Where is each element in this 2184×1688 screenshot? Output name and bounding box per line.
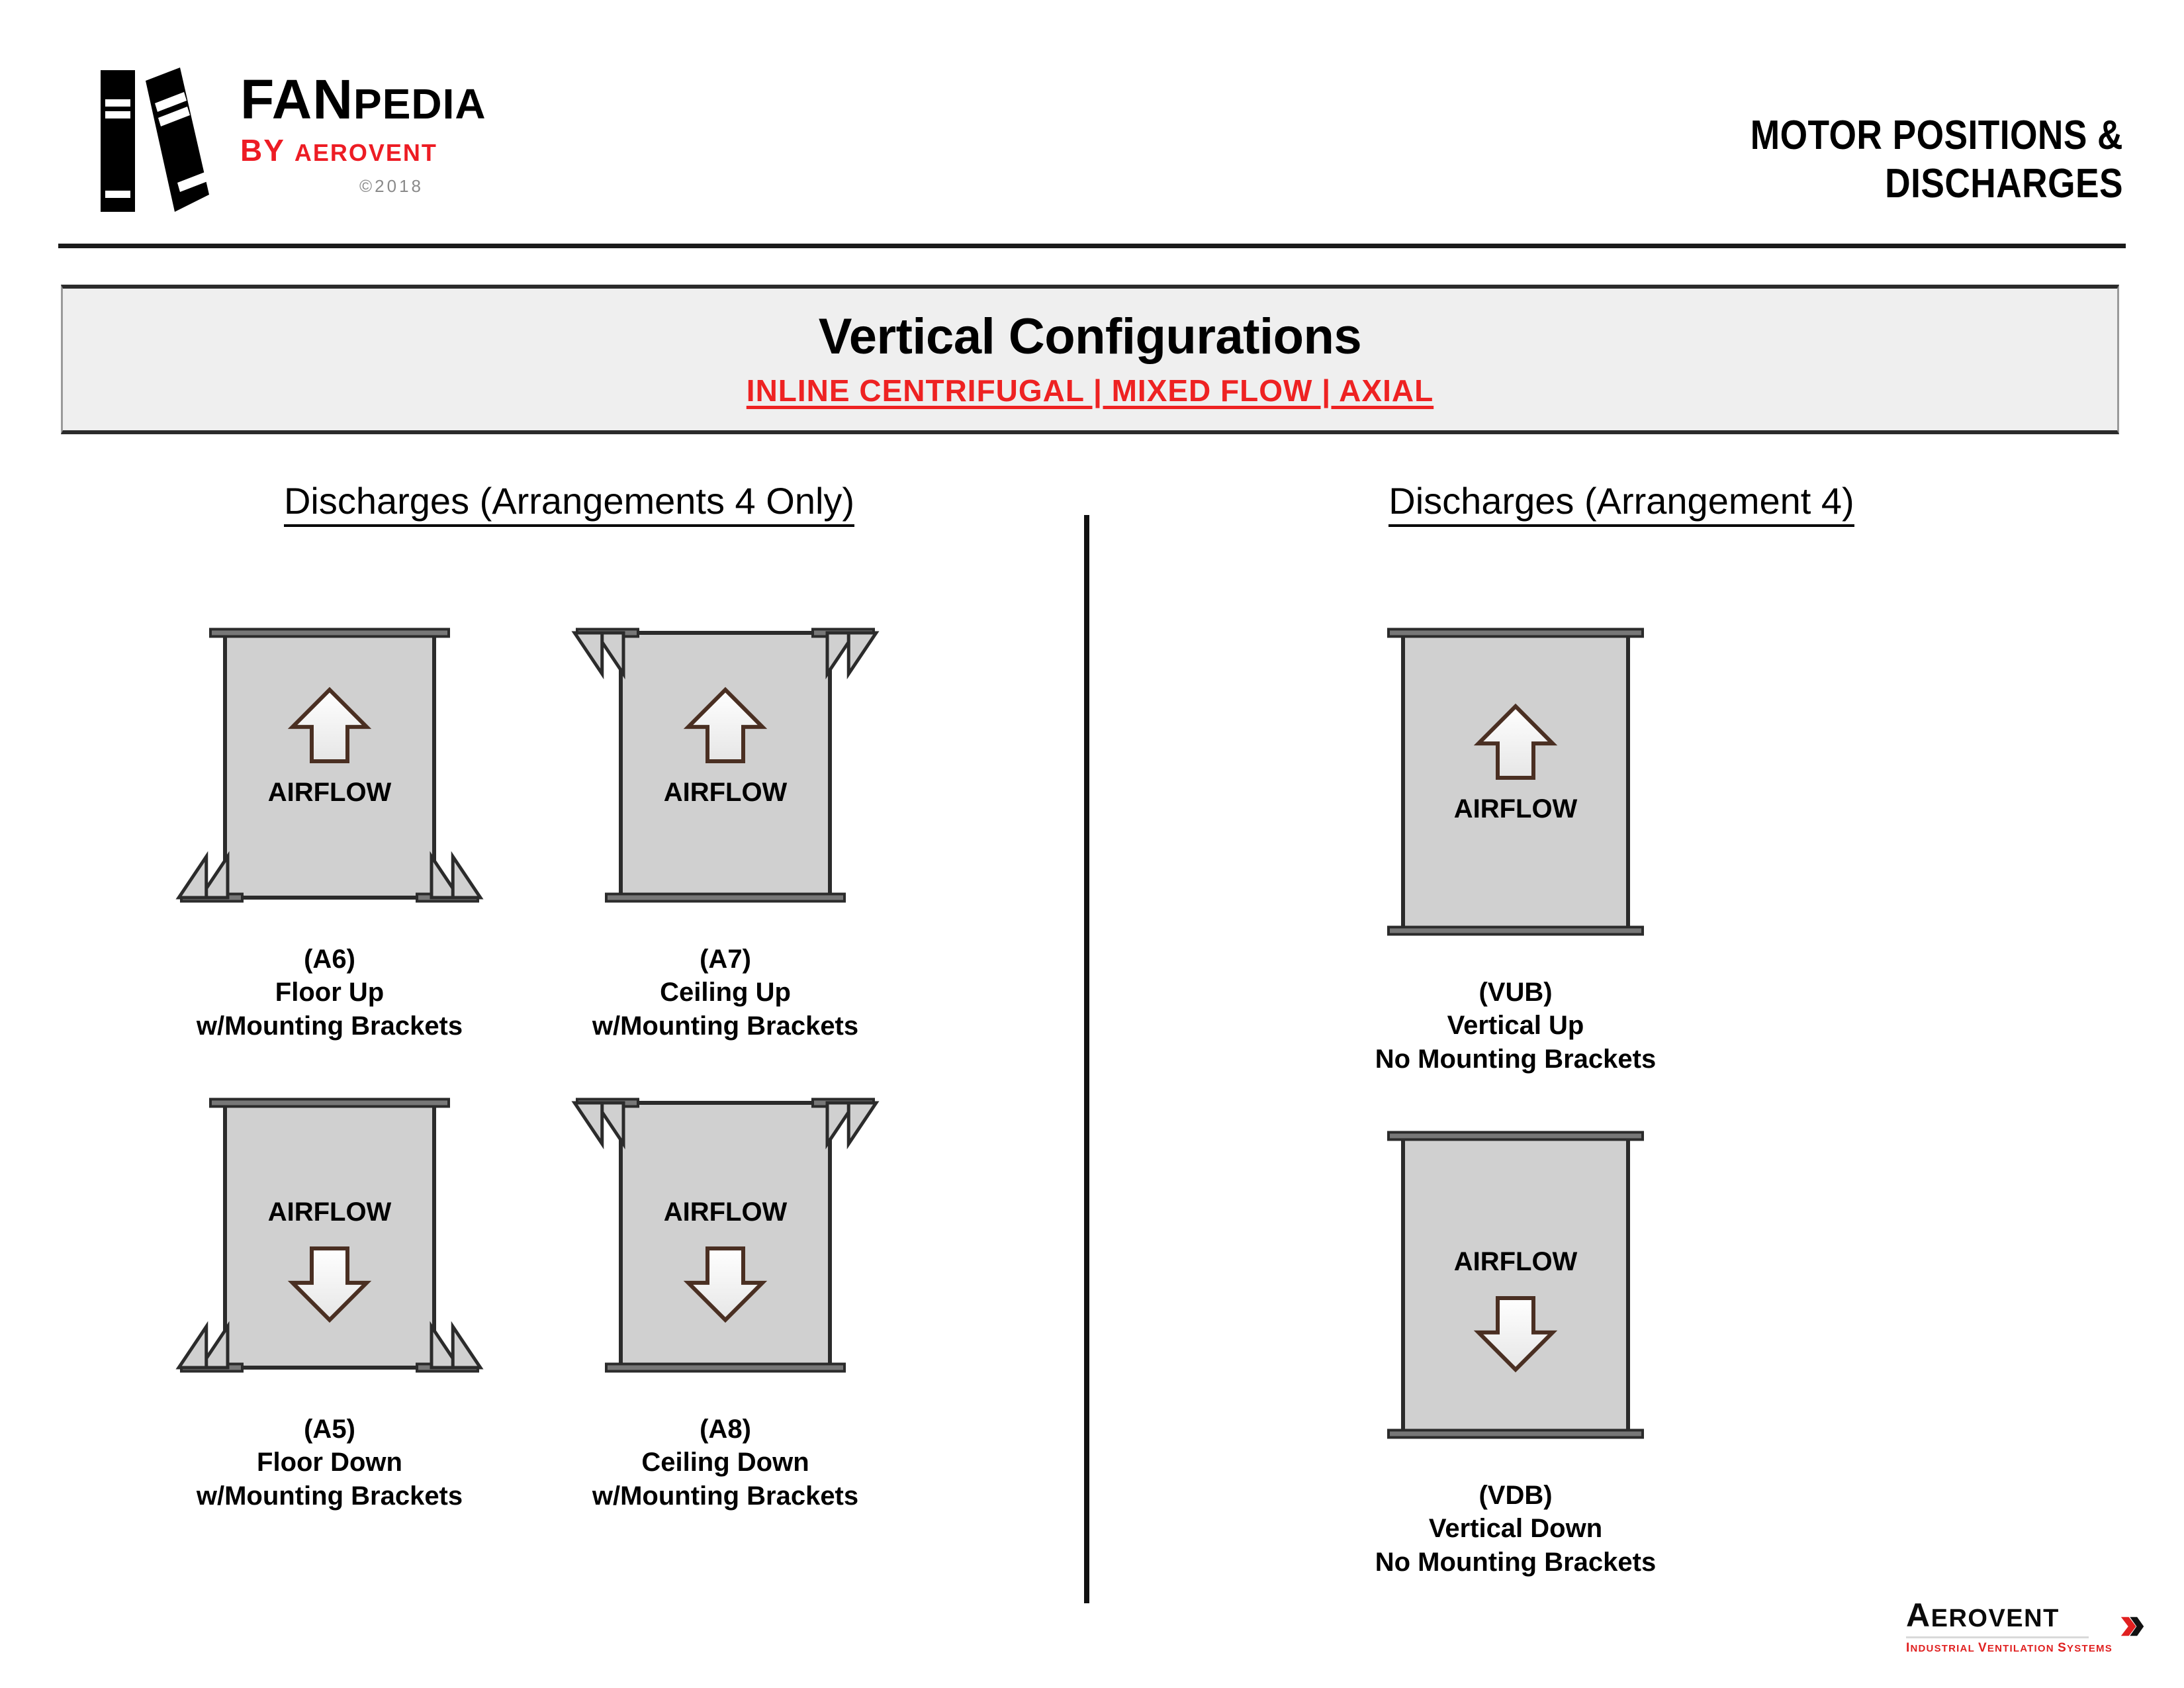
code-label-a5: (A5) [304,1415,355,1444]
bottom-flange-vub [1388,927,1643,935]
brand-name: FANPEDIA [240,68,486,130]
housing-body-a6 [225,633,434,898]
name-label-a5: Floor Down [257,1448,402,1477]
housing-body-vdb [1403,1136,1628,1434]
aerovent-name: AEROVENT [1906,1597,2060,1634]
code-label-vdb: (VDB) [1479,1481,1553,1510]
diagram-a5 [165,1086,494,1513]
code-label-a7: (A7) [700,945,751,974]
name-label-vdb: Vertical Down [1428,1514,1603,1544]
caption-a8 [561,1413,889,1513]
mounting-bracket-right-2-a5 [453,1327,480,1368]
column-divider [1084,515,1089,1603]
code-label-a8: (A8) [700,1415,751,1444]
caption-a6 [165,943,494,1043]
diagram-vdb [1343,1119,1688,1579]
page-title-line1: MOTOR POSITIONS & [1750,113,2123,158]
airflow-label-a8: AIRFLOW [663,1197,788,1227]
top-flange-a6 [210,630,449,637]
mounting-bracket-left-2-a8 [574,1103,602,1144]
fanpedia-wordmark [240,68,704,197]
banner-title: Vertical Configurations [818,308,1362,365]
housing-drawing-a6 [165,616,494,920]
aerovent-rule [1906,1636,2089,1638]
housing-drawing-a7 [561,616,889,920]
brackets-label-a5: w/Mounting Brackets [196,1481,463,1511]
banner-subtitle: INLINE CENTRIFUGAL | MIXED FLOW | AXIAL [746,373,1434,408]
mounting-bracket-left-2-a6 [179,857,206,898]
left-section-heading: Discharges (Arrangements 4 Only) [93,479,1046,522]
housing-body-a7 [621,633,830,898]
page-header [0,0,2184,246]
bottom-flange-vdb [1388,1430,1643,1438]
top-flange-vdb [1388,1133,1643,1140]
books-icon [98,65,224,217]
brackets-label-vub: No Mounting Brackets [1375,1044,1657,1074]
diagram-a7 [561,616,889,1043]
airflow-label-a5: AIRFLOW [267,1197,392,1227]
caption-vub [1343,976,1688,1076]
aerovent-footer-logo [1906,1599,2144,1654]
name-label-vub: Vertical Up [1447,1011,1584,1041]
brand-byline: BY AEROVENT [240,133,437,167]
right-section-heading: Discharges (Arrangement 4) [1125,479,2118,522]
housing-drawing-vdb [1343,1119,1688,1456]
bottom-flange-a8 [606,1364,844,1372]
diagram-a6 [165,616,494,1043]
housing-body-a5 [225,1103,434,1368]
brackets-label-a7: w/Mounting Brackets [592,1011,859,1041]
housing-body-a8 [621,1103,830,1368]
brackets-label-vdb: No Mounting Brackets [1375,1547,1657,1577]
mounting-bracket-left-2-a5 [179,1327,206,1368]
mounting-bracket-right-2-a8 [848,1103,876,1144]
page-title [1269,111,2123,208]
housing-drawing-a8 [561,1086,889,1390]
caption-a5 [165,1413,494,1513]
airflow-label-a7: AIRFLOW [663,778,788,807]
double-chevron-icon [2120,1601,2144,1652]
name-label-a6: Floor Up [275,978,385,1008]
top-flange-a5 [210,1100,449,1107]
airflow-label-vdb: AIRFLOW [1453,1247,1578,1276]
housing-body-vub [1403,633,1628,931]
aerovent-tagline: INDUSTRIAL VENTILATION SYSTEMS [1906,1641,2113,1655]
name-label-a7: Ceiling Up [660,978,791,1008]
airflow-label-vub: AIRFLOW [1453,794,1578,823]
top-flange-vub [1388,630,1643,637]
page-title-line2: DISCHARGES [1885,161,2123,207]
aerovent-wordmark [1906,1599,2113,1654]
mounting-bracket-right-2-a7 [848,633,876,674]
name-label-a8: Ceiling Down [641,1448,809,1477]
caption-vdb [1343,1479,1688,1579]
brackets-label-a6: w/Mounting Brackets [196,1011,463,1041]
mounting-bracket-right-2-a6 [453,857,480,898]
copyright-notice: ©2018 [359,176,424,196]
section-banner [61,285,2119,434]
housing-drawing-a5 [165,1086,494,1390]
bottom-flange-a7 [606,894,844,902]
brackets-label-a8: w/Mounting Brackets [592,1481,859,1511]
code-label-vub: (VUB) [1479,978,1553,1007]
aerovent-logo-row [1906,1599,2144,1654]
diagram-vub [1343,616,1688,1076]
fanpedia-logo [98,52,760,217]
code-label-a6: (A6) [304,945,355,974]
airflow-label-a6: AIRFLOW [267,778,392,807]
header-divider-rule [58,244,2126,248]
housing-drawing-vub [1343,616,1688,953]
diagram-a8 [561,1086,889,1513]
mounting-bracket-left-2-a7 [574,633,602,674]
caption-a7 [561,943,889,1043]
